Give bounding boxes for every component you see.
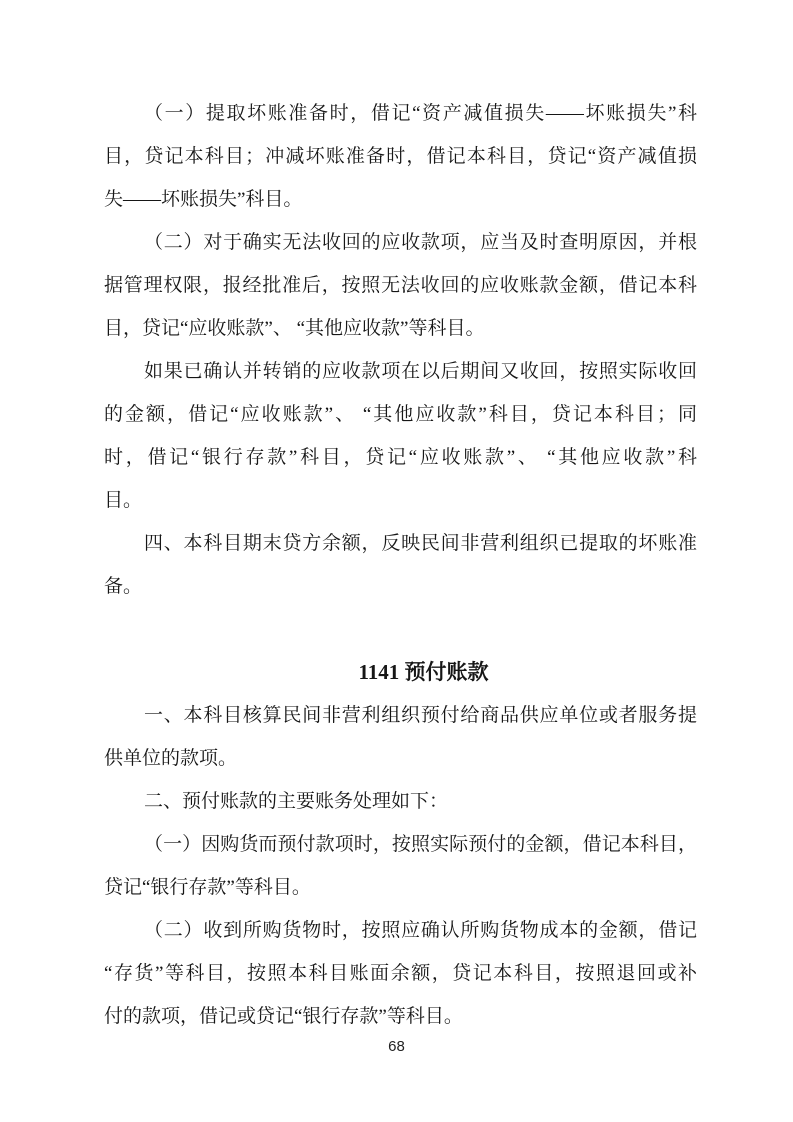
text-line: （一）因购货而预付款项时，按照实际预付的金额，借记本科目， [144, 834, 697, 855]
paragraph-uncollectible-receivables [104, 221, 697, 350]
paragraph-prepayment [104, 823, 697, 909]
section-heading-1141-prepaid-accounts: 1141 预付账款 [358, 660, 489, 684]
text-line: 付的款项，借记或贷记“银行存款”等科目。 [104, 1006, 463, 1027]
paragraph-ending-balance [104, 522, 697, 608]
text-line: 二、预付账款的主要账务处理如下： [144, 791, 449, 812]
text-line: 四、本科目期末贷方余额，反映民间非营利组织已提取的坏账准 [144, 533, 697, 554]
text-line: 时，借记“银行存款”科目，贷记“应收账款”、 “其他应收款”科 [104, 447, 697, 468]
text-line: （一）提取坏账准备时，借记“资产减值损失——坏账损失”科 [144, 103, 697, 124]
paragraph-recovered-receivables [104, 350, 697, 522]
text-line: 一、本科目核算民间非营利组织预付给商品供应单位或者服务提 [144, 705, 697, 726]
text-line: 如果已确认并转销的应收款项在以后期间又收回，按照实际收回 [144, 361, 697, 382]
text-line: 目，贷记“应收账款”、 “其他应收款”等科目。 [104, 318, 485, 339]
paragraph-main-treatment-intro [104, 780, 697, 823]
text-line: 据管理权限，报经批准后，按照无法收回的应收账款金额，借记本科 [104, 275, 697, 296]
text-line: “存货”等科目，按照本科目账面余额，贷记本科目，按照退回或补 [104, 963, 697, 984]
page-number: 68 [388, 1038, 405, 1055]
text-line: 的金额，借记“应收账款”、 “其他应收款”科目，贷记本科目；同 [104, 404, 697, 425]
text-line: 供单位的款项。 [104, 748, 238, 769]
text-line: 目，贷记本科目；冲减坏账准备时，借记本科目，贷记“资产减值损 [104, 146, 697, 167]
text-line: （二）收到所购货物时，按照应确认所购货物成本的金额，借记 [144, 920, 697, 941]
paragraph-account-scope [104, 694, 697, 780]
text-line: 备。 [104, 576, 143, 597]
text-line: 贷记“银行存款”等科目。 [104, 877, 311, 898]
document-content [104, 92, 697, 1038]
text-line: （二）对于确实无法收回的应收款项，应当及时查明原因，并根 [144, 232, 697, 253]
paragraph-goods-received [104, 909, 697, 1038]
text-line: 目。 [104, 490, 143, 511]
paragraph-bad-debt-provision [104, 92, 697, 221]
text-line: 失——坏账损失”科目。 [104, 189, 303, 210]
